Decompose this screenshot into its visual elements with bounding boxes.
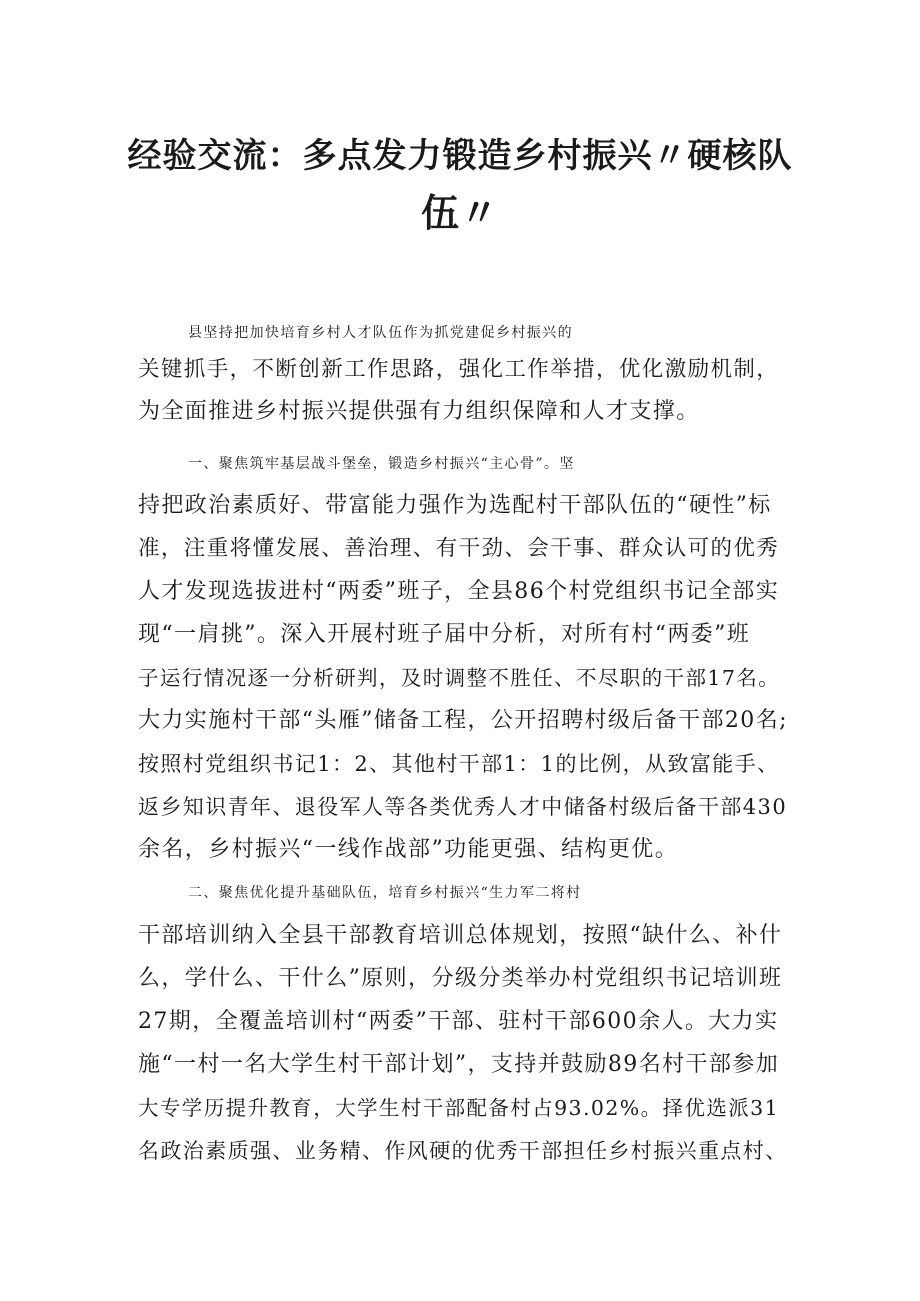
paragraph-1-line-3: 为全面推进乡村振兴提供强有力组织保障和人才支撑。 [138, 399, 700, 424]
document-title-line-1: 经验交流：多点发力锻造乡村振兴〃硬核队 [127, 136, 793, 176]
paragraph-3-line-6: 大专学历提升教育，大学生村干部配备村占93.02%。择优选派31 [138, 1096, 780, 1120]
paragraph-3-line-1: 二、聚焦优化提升基础队伍，培育乡村振兴“生力军二将村 [188, 885, 582, 901]
paragraph-2-line-3: 准，注重将懂发展、善治理、有干劲、会干事、群众认可的优秀 [138, 536, 780, 561]
paragraph-2-line-5: 现“一肩挑”。深入开展村班子届中分析，对所有村“两委”班 [138, 622, 751, 647]
paragraph-2-line-4: 人才发现选拔进村“两委”班子，全县86个村党组织书记全部实 [138, 579, 780, 604]
paragraph-3-line-4: 27期，全覆盖培训村“两委”干部、驻村干部600余人。大力实 [138, 1009, 779, 1034]
paragraph-3-line-7: 名政治素质强、业务精、作风硬的优秀干部担任乡村振兴重点村、 [138, 1139, 788, 1163]
paragraph-3-line-5: 施“一村一名大学生村干部计划”，支持并鼓励89名村干部参加 [138, 1052, 780, 1077]
paragraph-2-line-8: 按照村党组织书记1：2、其他村干部1：1的比例，从致富能手、 [138, 752, 780, 776]
paragraph-3-line-3: 么，学什么、干什么”原则，分级分类举办村党组织书记培训班 [138, 966, 783, 991]
paragraph-2-line-6: 子运行情况逐一分析研判，及时调整不胜任、不尽职的干部17名。 [138, 666, 781, 690]
paragraph-1-line-1: 县坚持把加快培育乡村人才队伍作为抓党建促乡村振兴的 [188, 325, 573, 341]
paragraph-2-line-2: 持把政治素质好、带富能力强作为选配村干部队伍的“硬性”标 [138, 493, 772, 518]
paragraph-2-line-1: 一、聚焦筑牢基层战斗堡垒，锻造乡村振兴“主心骨”。坚 [188, 456, 575, 472]
paragraph-2-line-7: 大力实施村干部“头雁”储备工程，公开招聘村级后备干部20名; [138, 708, 788, 733]
paragraph-2-line-10: 余名，乡村振兴“一线作战部”功能更强、结构更优。 [138, 837, 679, 862]
paragraph-3-line-2: 干部培训纳入全县干部教育培训总体规划，按照“缺什么、补什 [138, 923, 783, 948]
document-title-line-2: 伍〃 [420, 191, 499, 235]
paragraph-1-line-2: 关键抓手，不断创新工作思路，强化工作举措，优化激励机制， [138, 357, 780, 382]
paragraph-2-line-9: 返乡知识青年、退役军人等各类优秀人才中储备村级后备干部430 [138, 795, 788, 819]
